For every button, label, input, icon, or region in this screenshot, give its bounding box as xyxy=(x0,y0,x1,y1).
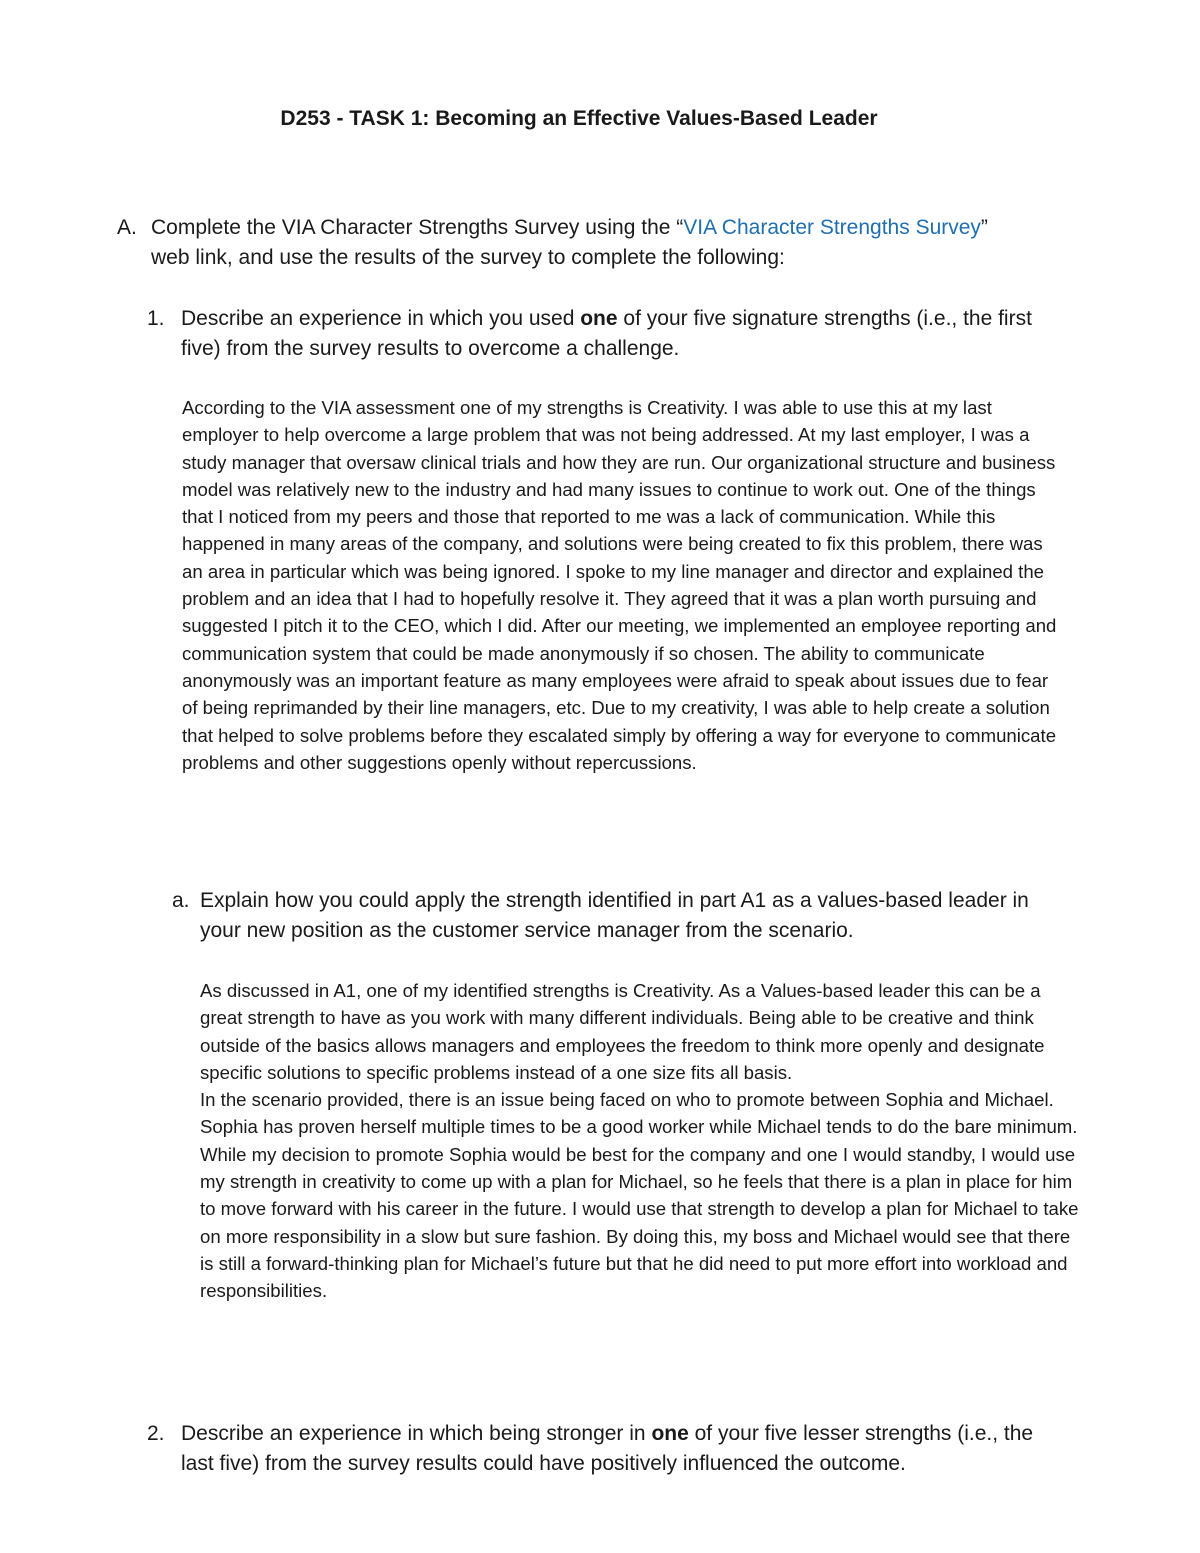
answer-1a-paragraph-2: In the scenario provided, there is an issue being faced on who to promote between Sophia and Michael. Sophia has proven herself multiple times to be a good worker while Michael tends to do the bare minimum. While my decision to promote Sophia would be best for the company and one I would standby, I would use my strength in creativity to come up with a plan for Michael, so he feels that there is a plan in place for him to move forward with his career in the future. I would use that strength to develop a plan for Michael to take on more responsibility in a slow but sure fashion. By doing this, my boss and Michael would see that there is still a forward-thinking plan for Michael’s future but that he did need to put more effort into workload and responsibilities. xyxy=(200,1089,1079,1302)
question-2-marker: 2. xyxy=(147,1422,165,1445)
section-a-text-before-link: Complete the VIA Character Strengths Survey using the “ xyxy=(151,216,684,239)
question-1-marker: 1. xyxy=(147,307,165,330)
document-title: D253 - TASK 1: Becoming an Effective Values-Based Leader xyxy=(280,107,878,130)
answer-1a-paragraph-1: As discussed in A1, one of my identified strengths is Creativity. As a Values-based leader this can be a great strength to have as you work with many different individuals. Being able to be creative and think outside of the basics allows managers and employees the freedom to think more openly and designate specific solutions to specific problems instead of a one size fits all basis. xyxy=(200,980,1045,1083)
section-a-text xyxy=(117,213,1017,273)
question-1 xyxy=(147,304,1057,364)
answer-1a xyxy=(200,977,1080,1305)
section-a-marker: A. xyxy=(117,216,137,239)
question-2-emphasis: one xyxy=(651,1422,689,1445)
question-2-text-start: Describe an experience in which being stronger in xyxy=(181,1422,652,1445)
question-2 xyxy=(147,1419,1057,1479)
question-1-text xyxy=(147,304,1057,364)
question-1a xyxy=(172,886,1052,946)
question-2-text-end: of your five lesser strengths (i.e., the last five) from the survey results could have positively influenced the outcome. xyxy=(181,1422,1034,1475)
section-a xyxy=(117,213,1017,273)
question-1a-text: Explain how you could apply the strength identified in part A1 as a values-based leader in your new position as the customer service manager from the scenario. xyxy=(200,889,1029,942)
question-1-emphasis: one xyxy=(580,307,618,330)
section-a-text-after-link: ” web link, and use the results of the survey to complete the following: xyxy=(151,216,988,269)
answer-1 xyxy=(182,394,1062,776)
question-1a-marker: a. xyxy=(172,889,190,912)
via-survey-link[interactable]: VIA Character Strengths Survey xyxy=(683,216,981,239)
answer-1-paragraph: According to the VIA assessment one of my strengths is Creativity. I was able to use this at my last employer to help overcome a large problem that was not being addressed. At my last employer, I was a study manager that oversaw clinical trials and how they are run. Our organizational structure and business model was relatively new to the industry and had many issues to continue to work out. One of the things that I noticed from my peers and those that reported to me was a lack of communication. While this happened in many areas of the company, and solutions were being created to fix this problem, there was an area in particular which was being ignored. I spoke to my line manager and director and explained the problem and an idea that I had to hopefully resolve it. They agreed that it was a plan worth pursuing and suggested I pitch it to the CEO, which I did. After our meeting, we implemented an employee reporting and communication system that could be made anonymously if so chosen. The ability to communicate anonymously was an important feature as many employees were afraid to speak about issues due to fear of being reprimanded by their line managers, etc. Due to my creativity, I was able to help create a solution that helped to solve problems before they escalated simply by offering a way for everyone to communicate problems and other suggestions openly without repercussions. xyxy=(182,397,1057,773)
question-2-text xyxy=(147,1419,1057,1479)
question-1-text-end: of your five signature strengths (i.e., the first five) from the survey results to overcome a challenge. xyxy=(181,307,1032,360)
question-1-text-start: Describe an experience in which you used xyxy=(181,307,581,330)
